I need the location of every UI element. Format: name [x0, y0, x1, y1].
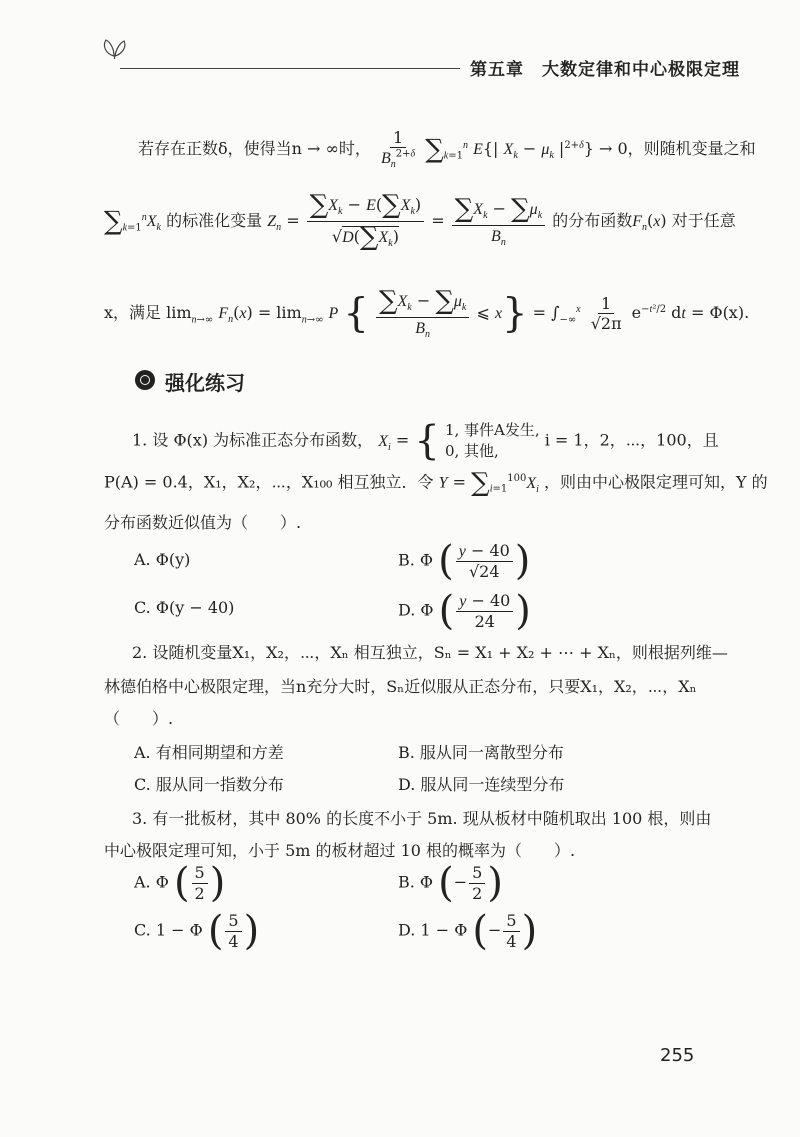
piecewise-cases: 1, 事件A发生, 0, 其他, [444, 421, 540, 460]
limit-fraction: $\frac{\sum X_k - \sum\mu_k}{B_n}$ [376, 286, 469, 341]
bn-fraction: $\frac{\sum X_k - \sum\mu_k}{B_n}$ [452, 194, 545, 249]
q2-option-d: D. 服从同一连续型分布 [398, 775, 565, 794]
question-1-line-2: P(A) = 0.4，X₁，X₂，⋯，X₁₀₀ 相互独立．令 $Y = \sum_{i=1}^{100}X_i$ ，则由中心极限定理可知，Y 的 [104, 468, 768, 498]
normal-density-fraction: $\frac{1}{√2\pi}$ [590, 294, 622, 334]
page-number: 255 [660, 1045, 695, 1066]
question-2-line-2: 林德伯格中心极限定理，当n充分大时，Sₙ近似服从正态分布，只要X₁，X₂，⋯，Xₙ [104, 677, 697, 696]
theorem-line-2: $\sum_{k=1}^nX_k$ 的标准化变量 $Z_n$ = $\frac{\sum X_k - E(\sum X_k)}{√D(\sum X_k)}$ = $\frac{\sum X_k - \sum\mu_k}{B_n}$ 的分布函数$F_n(x)$ 对于任意 [104, 190, 736, 253]
theorem-line-3: x，满足 $\lim_{n\to\infty} F_n(x) = \lim_{n\to\infty} P$ { $\frac{\sum X_k - \sum\mu_k}{B_n}$ ⩽ $x\} = \int_{-\infty}^x$ $\frac{1}{√2\pi}$ $e^{-t^2/2}$ dt = Φ(x). [104, 286, 750, 341]
clock-icon [135, 370, 155, 390]
q1-option-d: D. Φ ( $\frac{y - 40}{24}$ ) [398, 588, 531, 634]
q3-option-a: A. Φ ( $\frac{5}{2}$ ) [134, 860, 226, 906]
standardization-fraction: $\frac{\sum X_k - E(\sum X_k)}{√D(\sum X_k)}$ [307, 190, 424, 253]
section-title: 强化练习 [165, 371, 245, 395]
q3-option-b: B. Φ (− $\frac{5}{2}$ ) [398, 860, 503, 906]
q1-option-b: B. Φ ( $\frac{y - 40}{√24}$ ) [398, 538, 531, 584]
q3-option-d: D. 1 − Φ (− $\frac{5}{4}$ ) [398, 908, 538, 954]
header-rule [120, 68, 460, 69]
q3-option-c: C. 1 − Φ ( $\frac{5}{4}$ ) [134, 908, 260, 954]
q2-option-c: C. 服从同一指数分布 [134, 775, 284, 794]
question-3-line-1: 3. 有一批板材，其中 80% 的长度不小于 5m. 现从板材中随机取出 100 根，则由 [132, 809, 712, 828]
theorem-line-1: 若存在正数δ，使得当n → ∞时， $\frac{1}{B_n^{2+\delta}}$ $\sum_{k=1}^n$ E{| $X_k - \mu_k$ $|^{2+\delta}\} \to 0$，则随机变量之和 [138, 128, 756, 171]
question-1-line-3: 分布函数近似值为（ ）. [104, 513, 302, 532]
leaf-icon [100, 36, 130, 60]
question-2-line-1: 2. 设随机变量X₁，X₂，⋯，Xₙ 相互独立，Sₙ = X₁ + X₂ + ⋯ + Xₙ，则根据列维— [132, 643, 728, 662]
q2-option-b: B. 服从同一离散型分布 [398, 743, 564, 762]
q1-option-c: C. Φ(y − 40) [134, 598, 235, 617]
question-3-line-2: 中心极限定理可知，小于 5m 的板材超过 10 根的概率为（ ）. [104, 841, 576, 860]
question-1-line-1: 1. 设 Φ(x) 为标准正态分布函数， $X_i$ = { 1, 事件A发生, 0, 其他, i = 1，2，⋯，100，且 [132, 418, 719, 464]
inverse-b-fraction: $\frac{1}{B_n^{2+\delta}}$ [380, 128, 416, 171]
chapter-title: 第五章 大数定律和中心极限定理 [470, 60, 740, 80]
question-2-line-3: （ ）. [104, 709, 174, 728]
q2-option-a: A. 有相同期望和方差 [134, 743, 284, 762]
q1-option-a: A. Φ(y) [134, 550, 191, 569]
